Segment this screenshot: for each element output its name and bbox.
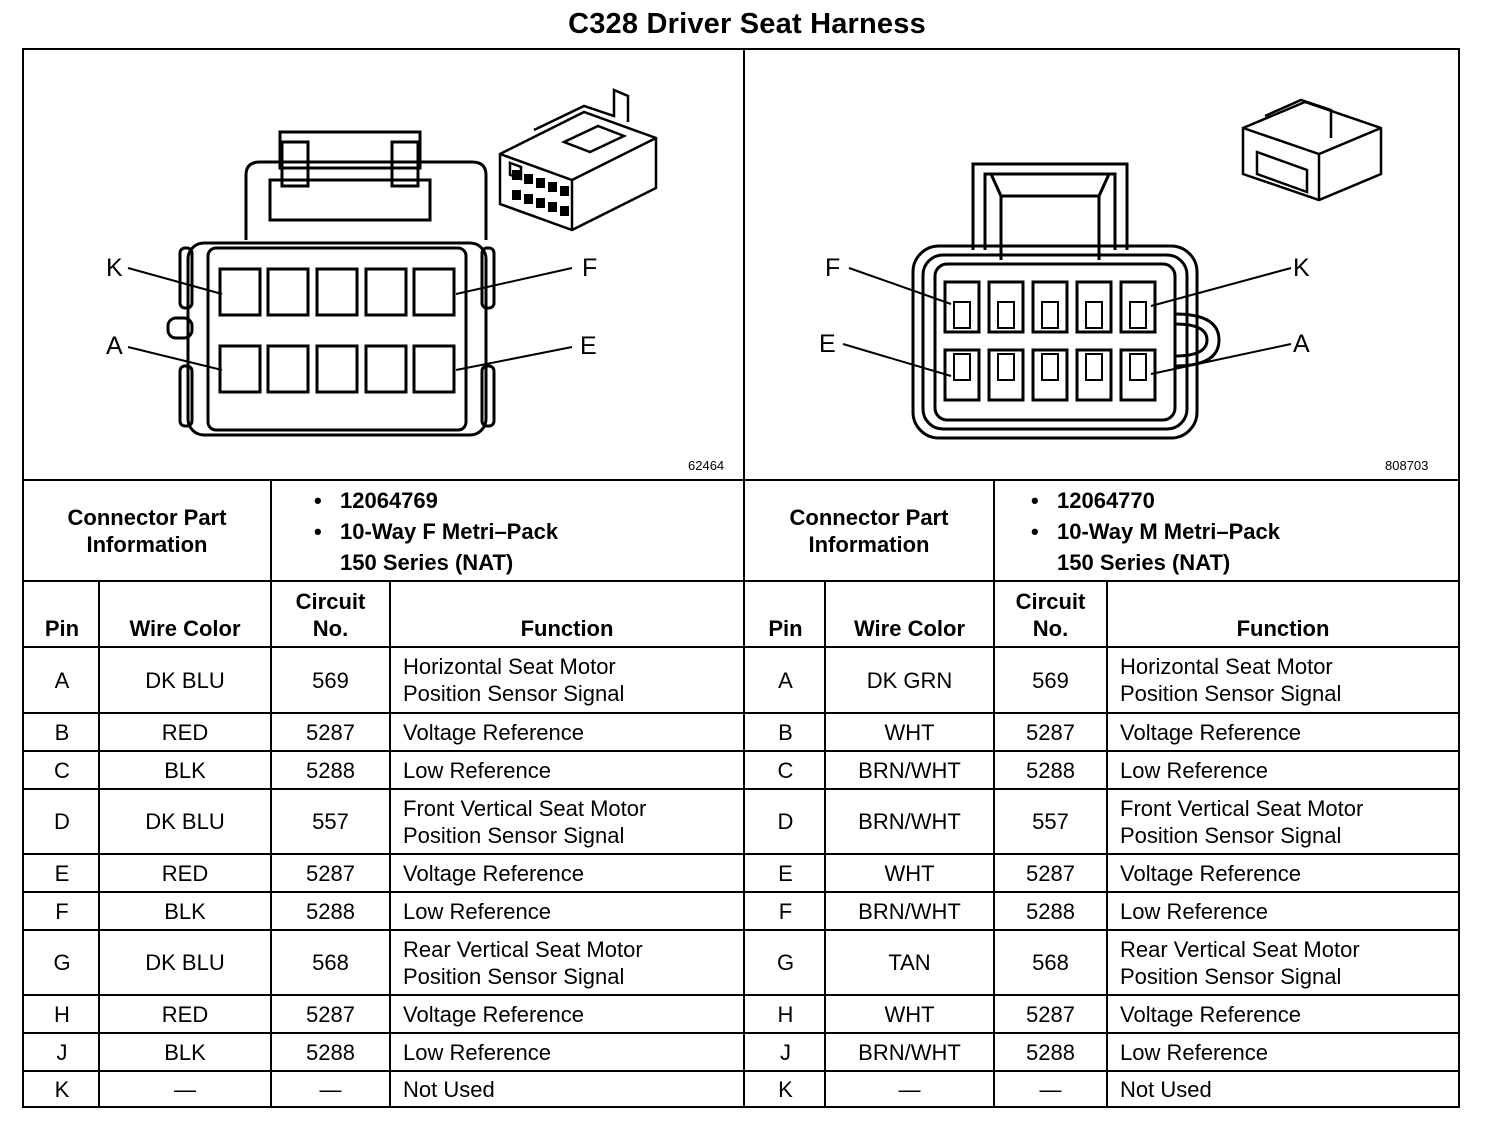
wire-color-header xyxy=(100,582,270,648)
pin-text: D xyxy=(777,809,794,834)
wire-color-text: DK BLU xyxy=(145,809,225,834)
pin-cell xyxy=(747,1034,824,1070)
circuit-header xyxy=(272,582,389,648)
wire-color-text: DK BLU xyxy=(145,667,225,693)
circuit-header xyxy=(995,582,1106,648)
wire-color-cell xyxy=(100,855,270,891)
function-text: Position Sensor Signal xyxy=(1120,822,1342,848)
circuit-cell xyxy=(995,1072,1106,1106)
wire-color-text: WHT xyxy=(884,1001,935,1027)
function-cell xyxy=(1108,931,1458,994)
figure-number: 808703 xyxy=(1385,458,1429,473)
pin-text: B xyxy=(778,719,793,745)
function-text: Voltage Reference xyxy=(403,860,585,886)
function-cell xyxy=(391,1072,743,1106)
function-text: Not Used xyxy=(1120,1076,1212,1102)
function-text: Voltage Reference xyxy=(403,719,585,745)
wire-color-cell xyxy=(100,714,270,750)
pin-header-text: Pin xyxy=(768,616,803,641)
wire-color-cell xyxy=(826,752,993,788)
circuit-text: 5287 xyxy=(306,860,355,886)
figure-number: 62464 xyxy=(688,458,725,473)
circuit-text: 5287 xyxy=(1026,719,1075,745)
circuit-cell xyxy=(995,648,1106,712)
pin-cell xyxy=(747,790,824,853)
pin-text: F xyxy=(55,898,69,924)
wire-color-text: DK BLU xyxy=(145,950,225,975)
circuit-text: 568 xyxy=(1032,950,1069,975)
wire-color-cell xyxy=(100,996,270,1032)
circuit-cell xyxy=(995,714,1106,750)
pin-label-k: K xyxy=(106,254,123,282)
connector-description: 10-Way F Metri–Pack xyxy=(340,518,559,544)
pin-cell xyxy=(26,855,98,891)
function-text: Low Reference xyxy=(403,898,551,924)
pin-label-a: A xyxy=(1293,330,1310,358)
circuit-text: 569 xyxy=(312,667,349,693)
function-header xyxy=(1108,582,1458,648)
female-connector-drawing xyxy=(24,50,743,480)
circuit-text: 5288 xyxy=(306,898,355,924)
circuit-cell xyxy=(995,893,1106,929)
circuit-text: 557 xyxy=(312,809,349,834)
function-text: Low Reference xyxy=(1120,898,1268,924)
function-text: Position Sensor Signal xyxy=(403,822,625,848)
pin-text: G xyxy=(53,950,71,975)
function-text: Position Sensor Signal xyxy=(403,963,625,989)
function-text: Position Sensor Signal xyxy=(1120,681,1342,706)
circuit-text: 5287 xyxy=(306,719,355,745)
column-rule xyxy=(270,481,272,581)
pin-text: D xyxy=(54,809,70,834)
wire-color-cell xyxy=(826,893,993,929)
function-text: Voltage Reference xyxy=(1120,719,1302,745)
function-cell xyxy=(1108,855,1458,891)
wire-color-text: BRN/WHT xyxy=(858,757,961,783)
pin-cell xyxy=(747,714,824,750)
pin-text: C xyxy=(777,757,794,783)
wire-color-cell xyxy=(826,790,993,853)
circuit-text: 5287 xyxy=(1026,860,1075,886)
pin-text: H xyxy=(777,1001,794,1027)
circuit-header-text: Circuit No. xyxy=(295,589,366,641)
pin-cell xyxy=(747,893,824,929)
pin-cell xyxy=(747,996,824,1032)
connector-description: 10-Way M Metri–Pack xyxy=(1057,518,1280,544)
pin-text: K xyxy=(778,1076,793,1102)
pin-cell xyxy=(26,931,98,994)
function-text: Rear Vertical Seat Motor xyxy=(1120,936,1360,962)
connector-series: 150 Series (NAT) xyxy=(1057,549,1231,575)
pin-text: H xyxy=(54,1001,70,1027)
pin-label-a: A xyxy=(106,332,123,360)
function-cell xyxy=(1108,996,1458,1032)
part-number: 12064770 xyxy=(1057,487,1155,513)
pin-label-f: F xyxy=(825,254,841,282)
wire-color-cell xyxy=(826,855,993,891)
pin-cell xyxy=(26,1034,98,1070)
circuit-text: — xyxy=(1039,1076,1062,1102)
wire-color-cell xyxy=(826,714,993,750)
pin-text: A xyxy=(54,667,70,693)
wire-color-cell xyxy=(100,752,270,788)
pin-text: A xyxy=(778,667,793,693)
pin-text: B xyxy=(54,719,70,745)
circuit-text: 5288 xyxy=(1026,757,1075,783)
wire-color-header-text: Wire Color xyxy=(853,616,966,641)
function-text: Horizontal Seat Motor xyxy=(403,654,616,679)
pin-cell xyxy=(26,790,98,853)
pin-text: G xyxy=(776,950,795,975)
pin-label-e: E xyxy=(819,330,836,358)
function-cell xyxy=(391,931,743,994)
pin-label-e: E xyxy=(580,332,597,360)
function-header xyxy=(391,582,743,648)
circuit-cell xyxy=(995,996,1106,1032)
circuit-cell xyxy=(272,1034,389,1070)
pin-label-f: F xyxy=(582,254,598,282)
connector-info-label: Connector Part Information xyxy=(67,505,227,557)
circuit-text: 5288 xyxy=(1026,898,1075,924)
function-header-text: Function xyxy=(520,616,614,641)
wire-color-cell xyxy=(826,996,993,1032)
wire-color-text: RED xyxy=(161,1001,209,1027)
circuit-cell xyxy=(995,752,1106,788)
circuit-cell xyxy=(272,752,389,788)
column-rule xyxy=(993,481,995,581)
wire-color-text: — xyxy=(174,1076,196,1102)
wire-color-text: DK GRN xyxy=(866,667,953,693)
wire-color-cell xyxy=(100,790,270,853)
wire-color-text: BLK xyxy=(164,898,206,924)
pin-cell xyxy=(747,855,824,891)
circuit-text: 568 xyxy=(312,950,349,975)
function-text: Not Used xyxy=(403,1076,495,1102)
function-cell xyxy=(1108,790,1458,853)
pin-label-k: K xyxy=(1293,254,1310,282)
function-text: Front Vertical Seat Motor xyxy=(403,795,647,821)
function-text: Position Sensor Signal xyxy=(1120,963,1342,989)
wire-color-cell xyxy=(100,648,270,712)
pin-text: K xyxy=(54,1076,70,1102)
connector-part-info: • 12064770 • 10-Way M Metri–Pack 150 Series (NAT) xyxy=(995,481,1458,581)
pin-header xyxy=(26,582,98,648)
pin-cell xyxy=(26,714,98,750)
function-cell xyxy=(1108,1034,1458,1070)
pin-text: E xyxy=(54,860,70,886)
wire-color-text: WHT xyxy=(884,860,935,886)
pin-cell xyxy=(747,648,824,712)
function-text: Low Reference xyxy=(403,757,551,783)
circuit-cell xyxy=(995,790,1106,853)
pin-cell xyxy=(26,893,98,929)
function-text: Low Reference xyxy=(403,1039,551,1065)
circuit-cell xyxy=(272,931,389,994)
pin-text: J xyxy=(780,1039,791,1065)
function-text: Voltage Reference xyxy=(1120,1001,1302,1027)
function-cell xyxy=(391,893,743,929)
function-cell xyxy=(1108,714,1458,750)
function-text: Position Sensor Signal xyxy=(403,681,625,706)
female-connector-diagram xyxy=(24,50,743,480)
circuit-header-text: Circuit No. xyxy=(1015,589,1086,641)
wire-color-text: BRN/WHT xyxy=(858,898,961,924)
circuit-cell xyxy=(272,1072,389,1106)
function-cell xyxy=(391,790,743,853)
function-text: Low Reference xyxy=(1120,1039,1268,1065)
pin-cell xyxy=(747,931,824,994)
wire-color-header xyxy=(826,582,993,648)
circuit-cell xyxy=(272,855,389,891)
function-cell xyxy=(1108,752,1458,788)
part-number: 12064769 xyxy=(340,487,438,513)
wire-color-cell xyxy=(100,931,270,994)
wire-color-cell xyxy=(100,893,270,929)
wire-color-text: BRN/WHT xyxy=(858,1039,961,1065)
pin-cell xyxy=(26,752,98,788)
circuit-text: 557 xyxy=(1032,809,1069,834)
circuit-text: 5288 xyxy=(306,757,355,783)
circuit-text: 5287 xyxy=(1026,1001,1075,1027)
pin-cell xyxy=(26,648,98,712)
function-cell xyxy=(1108,1072,1458,1106)
pin-text: E xyxy=(778,860,793,886)
circuit-cell xyxy=(272,648,389,712)
function-text: Rear Vertical Seat Motor xyxy=(403,936,643,962)
circuit-cell xyxy=(995,1034,1106,1070)
pin-text: C xyxy=(54,757,70,783)
pin-text: J xyxy=(56,1039,68,1065)
pin-text: F xyxy=(778,898,793,924)
function-text: Voltage Reference xyxy=(403,1001,585,1027)
wire-color-header-text: Wire Color xyxy=(129,616,241,641)
connector-info-label: Connector Part Information xyxy=(789,505,949,557)
function-text: Front Vertical Seat Motor xyxy=(1120,795,1364,821)
circuit-text: 5288 xyxy=(1026,1039,1075,1065)
pin-cell xyxy=(26,996,98,1032)
circuit-cell xyxy=(272,996,389,1032)
wire-color-text: TAN xyxy=(888,950,931,975)
function-text: Voltage Reference xyxy=(1120,860,1302,886)
function-cell xyxy=(391,855,743,891)
circuit-text: 5287 xyxy=(306,1001,355,1027)
circuit-text: 569 xyxy=(1032,667,1069,693)
circuit-text: — xyxy=(319,1076,342,1102)
wire-color-text: RED xyxy=(161,719,209,745)
pin-cell xyxy=(747,1072,824,1106)
wire-color-text: WHT xyxy=(884,719,935,745)
wire-color-cell xyxy=(100,1072,270,1106)
connector-series: 150 Series (NAT) xyxy=(340,549,514,575)
male-connector-diagram xyxy=(745,50,1458,480)
circuit-text: 5288 xyxy=(306,1039,355,1065)
function-cell xyxy=(391,648,743,712)
wire-color-cell xyxy=(100,1034,270,1070)
pin-header-text: Pin xyxy=(44,616,80,641)
wire-color-text: BLK xyxy=(164,757,206,783)
circuit-cell xyxy=(995,855,1106,891)
wire-color-cell xyxy=(826,1034,993,1070)
wire-color-cell xyxy=(826,931,993,994)
pin-header xyxy=(747,582,824,648)
function-cell xyxy=(1108,648,1458,712)
function-text: Low Reference xyxy=(1120,757,1268,783)
connector-part-info: • 12064769 • 10-Way F Metri–Pack 150 Series (NAT) xyxy=(272,481,743,581)
function-cell xyxy=(391,1034,743,1070)
function-cell xyxy=(391,752,743,788)
function-cell xyxy=(391,996,743,1032)
wire-color-text: BRN/WHT xyxy=(858,809,961,834)
pin-cell xyxy=(747,752,824,788)
pin-cell xyxy=(26,1072,98,1106)
function-header-text: Function xyxy=(1236,616,1330,641)
wire-color-cell xyxy=(826,1072,993,1106)
circuit-cell xyxy=(272,714,389,750)
function-cell xyxy=(1108,893,1458,929)
circuit-cell xyxy=(995,931,1106,994)
male-connector-drawing xyxy=(745,50,1458,480)
function-text: Horizontal Seat Motor xyxy=(1120,654,1333,679)
circuit-cell xyxy=(272,893,389,929)
wire-color-text: RED xyxy=(161,860,209,886)
circuit-cell xyxy=(272,790,389,853)
function-cell xyxy=(391,714,743,750)
wire-color-text: BLK xyxy=(164,1039,206,1065)
page-title: C328 Driver Seat Harness xyxy=(568,8,926,40)
wire-color-cell xyxy=(826,648,993,712)
wire-color-text: — xyxy=(898,1076,921,1102)
